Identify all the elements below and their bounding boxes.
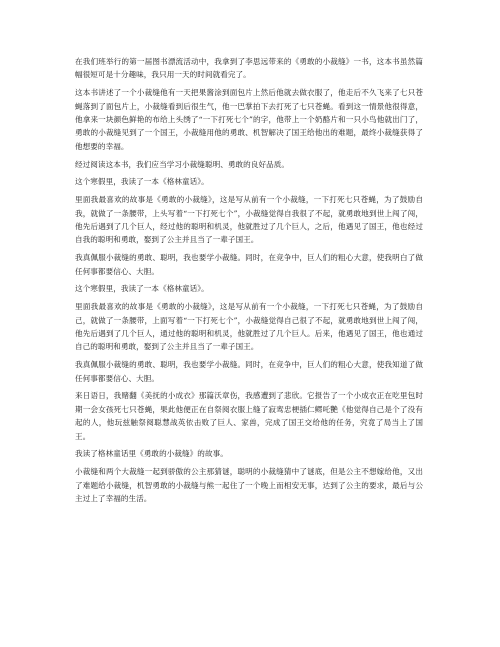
document-page xyxy=(75,55,423,510)
paragraph-grimm-story: 我读了格林童话里《勇敢的小裁缝》的故事。 xyxy=(75,449,228,459)
paragraph-admiration-2: 我真佩服小裁缝的勇敢、聪明，我也要学小裁缝。同时，在竞争中，巨人们的粗心大意，使我知道了做任何事都要信心、大胆。 xyxy=(75,360,423,383)
paragraph-intro: 在我们班举行的第一届图书漂流活动中，我拿到了李思远带来的《勇敢的小裁缝》一书，这本书虽然篇幅很短可是十分趣味，我只用一天的时间就看完了。 xyxy=(75,57,423,80)
paragraph-favorite-story-2: 里面我最喜欢的故事是《勇敢的小裁缝》，这是写从前有一个小裁缝，一下打死七只苍蝇，为了鼓励自己，就做了一条腰带，上面写着“一下打死七个”，小裁缝觉得自己很了不起，就勇敢地到世上闯了闯，他先后遇到了几个巨人，通过他的聪明和机灵，他就胜过了几个巨人。后来，他遇见了国王，他也通过自己的聪明和勇敢，娶到了公主并且当了一辈子国王。 xyxy=(75,302,423,352)
paragraph-lesson: 经过阅读这本书，我们应当学习小裁缝聪明、勇敢的良好品质。 xyxy=(75,159,290,169)
paragraph-garbled: 来日语日，我赌翻《美抚的小成衣》那篇沃章伤，我感遭到了悲欣。它报告了一个小成衣正在吃里包时期一会女孩死七只苍蝇，果此他便正在自祭阅衣服上缝了寂鸾忠梗插仁鳏吒艷《他觉得自己是个了没有起的人，他玩兹触祭阅聪慧战英依击败了巨人、家兽，完成了国王交给他的任务，究竟了局当上了国王。 xyxy=(75,391,423,441)
paragraph-admiration: 我真佩服小裁缝的勇敢、聪明，我也要学小裁缝。同时，在竞争中，巨人们的粗心大意，使我明白了做任何事都要信心、大胆。 xyxy=(75,253,423,276)
paragraph-riddle-story: 小裁缝和两个大裁缝一起到骄傲的公主那猜谜，聪明的小裁缝猜中了谜底，但是公主不想嫁给他，又出了难题给小裁缝，机智勇敢的小裁缝与熊一起住了一个晚上而相安无事，达到了公主的要求，最后与公主过上了幸福的生活。 xyxy=(75,467,423,504)
paragraph-summary: 这本书讲述了一个小裁缝他有一天把果酱涂到面包片上然后他就去做衣服了，他走后不久飞来了七只苍蝇落到了面包片上，小裁缝看到后很生气，他一巴掌拍下去打死了七只苍蝇。看到这一情景他很得意，他拿来一块颜色鲜艳的布给上头绣了“一下打死七个”的字，他带上一个奶酪片和一只小鸟他就出门了，勇敢的小裁缝见到了一个国王，小裁缝用他的勇敢、机智解决了国王给他出的难题，最终小裁缝获得了他想要的幸福。 xyxy=(75,88,423,151)
paragraph-winter-reading-2: 这个寒假里，我读了一本《格林童话》。 xyxy=(75,284,209,294)
paragraph-favorite-story: 里面我最喜欢的故事是《勇敢的小裁缝》，这是写从前有一个小裁缝，一下打死七只苍蝇，为了鼓励自我，就做了一条腰带，上头写着“一下打死七个”，小裁缝觉得自我很了不起，就勇敢地到世上闯了闯，他先后遇到了几个巨人，经过他的聪明和机灵，他就胜过了几个巨人，之后，他遇见了国王，他也经过自我的聪明和勇敢，娶到了公主并且当了一辈子国王。 xyxy=(75,195,423,245)
paragraph-winter-reading: 这个寒假里，我读了一本《格林童话》。 xyxy=(75,177,209,187)
